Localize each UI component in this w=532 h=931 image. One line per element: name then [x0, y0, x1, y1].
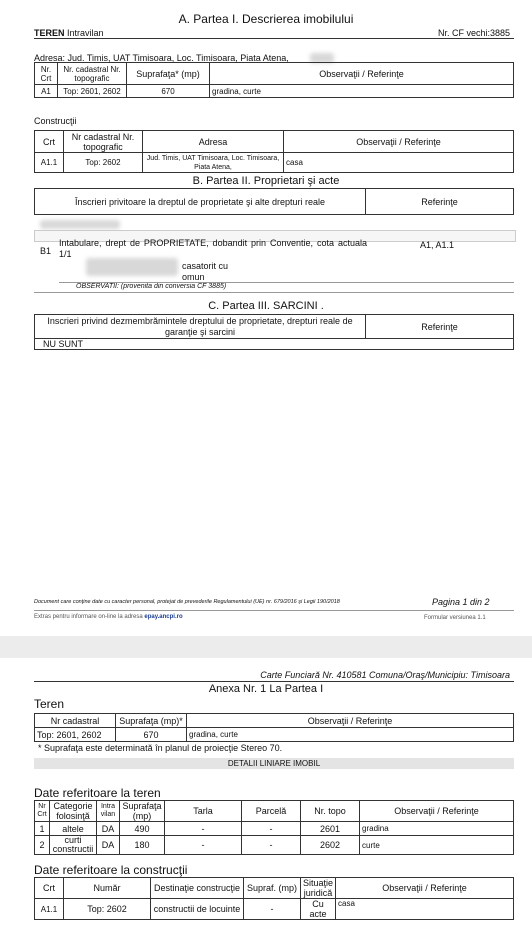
adresa-line: Adresa: Jud. Timis, UAT Timisoara, Loc. Timisoara, Piata Atena, — [34, 53, 289, 63]
cell-nr-topo: 2601 — [301, 822, 360, 836]
col-suprafata: Supraf. (mp) — [244, 878, 301, 899]
redacted-block — [86, 258, 178, 276]
cell-suprafata: 180 — [120, 836, 165, 855]
b1-text: Intabulare, drept de PROPRIETATE, dobandit prin Conventie, cota actuala 1/1 — [59, 238, 367, 259]
col-crt: Crt — [35, 131, 64, 153]
teren-table — [34, 713, 514, 742]
cell-adresa: Jud. Timis, UAT Timisoara, Loc. Timisoara, Piata Atena, — [143, 153, 284, 173]
col-inscrieri: Inscrieri privind dezmembrămintele dreptului de proprietate, drepturi reale de garanţie şi sarcini — [35, 315, 366, 339]
footer-note: Document care conţine date cu caracter personal, protejat de prevederile Regulamentului (UE) nr. 679/2016 şi Legii 190/2018 — [34, 599, 340, 605]
cell-parcela: - — [242, 836, 301, 855]
col-suprafata: Suprafaţa* (mp) — [127, 63, 210, 85]
cell-destinatie: constructii de locuinte — [151, 899, 244, 920]
teren-type: Intravilan — [67, 28, 104, 38]
col-tarla: Tarla — [165, 801, 242, 822]
extras-text — [34, 614, 183, 620]
date-teren-table — [34, 800, 514, 855]
teren-heading — [34, 28, 104, 38]
b1-line3: omun — [182, 272, 205, 282]
cell-numar: Top: 2602 — [64, 899, 151, 920]
col-observatii: Observaţii / Referinţe — [360, 801, 514, 822]
col-numar: Număr — [64, 878, 151, 899]
col-observatii: Observaţii / Referinţe — [210, 63, 514, 85]
cell-suprafata: 670 — [127, 85, 210, 98]
col-adresa: Adresa — [143, 131, 284, 153]
cell-intravilan: DA — [97, 836, 120, 855]
proprietari-table — [34, 188, 514, 215]
cell-topo: Top: 2602 — [64, 153, 143, 173]
col-parcela: Parcelă — [242, 801, 301, 822]
col-suprafata: Suprafaţa (mp) — [120, 801, 165, 822]
col-referinte: Referinţe — [366, 189, 514, 215]
col-nr-crt: Nr Crt — [35, 801, 50, 822]
section-a-title: A. Partea I. Descrierea imobilului — [178, 12, 354, 26]
cell-sarcini: NU SUNT — [35, 339, 514, 350]
constructii-table — [34, 130, 514, 173]
b1-ref: A1, A1.1 — [420, 240, 455, 250]
cell-categorie: curti constructii — [50, 836, 97, 855]
col-referinte: Referinţe — [366, 315, 514, 339]
cell-parcela: - — [242, 822, 301, 836]
page-number: Pagina 1 din 2 — [432, 597, 490, 607]
cell-crt: A1 — [35, 85, 58, 98]
date-teren-title: Date referitoare la teren — [34, 786, 161, 800]
col-observatii: Observaţii / Referinţe — [336, 878, 514, 899]
cell-observatii: casa — [336, 899, 514, 920]
page-separator — [0, 636, 532, 658]
cell-suprafata: - — [244, 899, 301, 920]
cell-situatie: Cu acte — [301, 899, 336, 920]
cell-crt: A1.1 — [35, 899, 64, 920]
divider — [34, 38, 514, 39]
cell-observatii: gradina, curte — [210, 85, 514, 98]
col-suprafata: Suprafaţa (mp)* — [116, 714, 187, 728]
date-constr-title: Date referitoare la construcţii — [34, 863, 188, 877]
b1-line2: casatorit cu — [182, 261, 229, 271]
b1-crt: B1 — [40, 246, 52, 256]
cell-observatii: curte — [360, 836, 514, 855]
cell-topo: Top: 2601, 2602 — [35, 728, 116, 742]
teren-title: Teren — [34, 697, 65, 711]
cell-topo: Top: 2601, 2602 — [58, 85, 127, 98]
divider — [34, 292, 514, 293]
cell-tarla: - — [165, 822, 242, 836]
sarcini-table — [34, 314, 514, 350]
cell-crt: 1 — [35, 822, 50, 836]
col-intravilan: Intra vilan — [97, 801, 120, 822]
land-table — [34, 62, 514, 98]
cell-suprafata: 490 — [120, 822, 165, 836]
cell-observatii: gradina — [360, 822, 514, 836]
detalii-bar: DETALII LINIARE IMOBIL — [34, 758, 514, 769]
extras-prefix: Extras pentru informare on-line la adresa — [34, 614, 145, 620]
table-row — [35, 836, 514, 855]
formular-version: Formular versiunea 1.1 — [424, 615, 486, 621]
col-nr-cadastral: Nr. cadastral Nr. topografic — [58, 63, 127, 85]
date-constr-table — [34, 877, 514, 920]
cell-categorie: altele — [50, 822, 97, 836]
col-destinatie: Destinaţie construcţie — [151, 878, 244, 899]
cell-observatii: gradina, curte — [187, 728, 514, 742]
divider — [34, 610, 514, 611]
cell-intravilan: DA — [97, 822, 120, 836]
divider — [59, 282, 514, 283]
col-inscrieri: Înscrieri privitoare la dreptul de proprietate şi alte drepturi reale — [35, 189, 366, 215]
section-b-title: B. Partea II. Proprietari şi acte — [192, 175, 340, 187]
cell-observatii: casa — [284, 153, 514, 173]
col-categorie: Categorie folosinţă — [50, 801, 97, 822]
cell-nr-topo: 2602 — [301, 836, 360, 855]
constructii-title: Construcţii — [34, 116, 77, 126]
teren-label: TEREN — [34, 28, 65, 38]
col-nr-cadastral: Nr cadastral Nr. topografic — [64, 131, 143, 153]
divider — [34, 681, 514, 682]
cf-header: Carte Funciară Nr. 410581 Comuna/Oraş/Municipiu: Timisoara — [260, 670, 510, 680]
cell-crt: A1.1 — [35, 153, 64, 173]
col-nr-topo: Nr. topo — [301, 801, 360, 822]
col-crt: Crt — [35, 878, 64, 899]
section-c-title: C. Partea III. SARCINI . — [208, 300, 324, 312]
anexa-title: Anexa Nr. 1 La Partea I — [208, 683, 324, 695]
cell-tarla: - — [165, 836, 242, 855]
redacted-block — [40, 220, 120, 229]
table-row — [35, 899, 514, 920]
cf-vechi: Nr. CF vechi:3885 — [437, 28, 510, 38]
b1-observatii: OBSERVATII: (provenita din conversia CF 3885) — [76, 283, 227, 290]
table-row — [35, 822, 514, 836]
cell-suprafata: 670 — [116, 728, 187, 742]
col-situatie: Situaţie juridică — [301, 878, 336, 899]
col-nr-crt: Nr. Crt — [35, 63, 58, 85]
col-nr-cadastral: Nr cadastral — [35, 714, 116, 728]
suprafata-note: * Suprafaţa este determinată în planul de proiecţie Stereo 70. — [38, 743, 283, 753]
col-observatii: Observaţii / Referinţe — [284, 131, 514, 153]
col-observatii: Observaţii / Referinţe — [187, 714, 514, 728]
cell-crt: 2 — [35, 836, 50, 855]
epay-link[interactable]: epay.ancpi.ro — [144, 614, 183, 620]
